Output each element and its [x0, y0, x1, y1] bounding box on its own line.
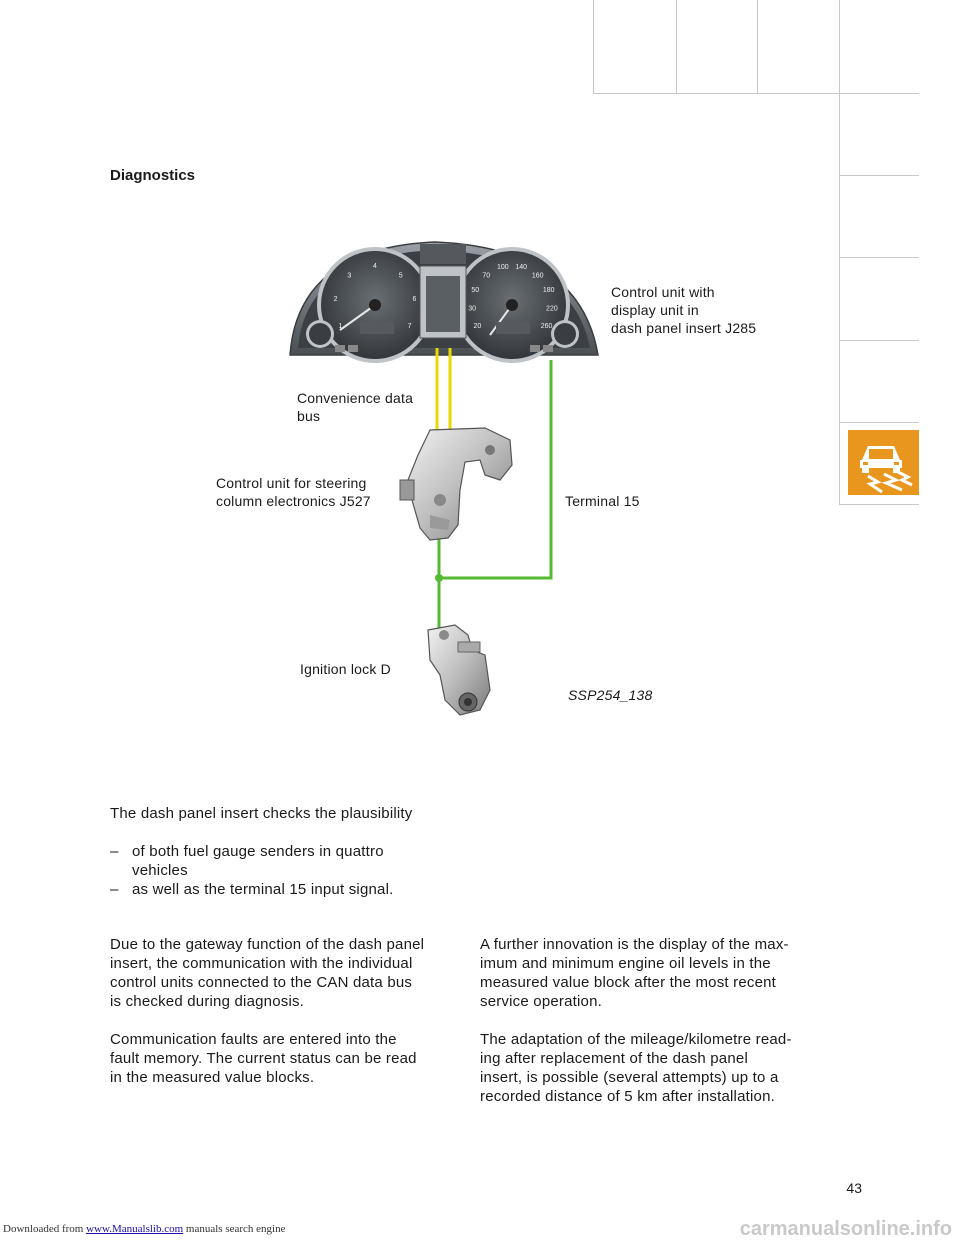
paragraph: The adaptation of the mileage/kilometre read- ing after replacement of the dash panel insert, is possible (several attempts) up to a recorded distance of 5 km after installation. [480, 1031, 792, 1105]
label-ignition-lock: Ignition lock D [300, 661, 391, 677]
dial-tick-label: 4 [373, 263, 377, 270]
left-column [110, 935, 475, 1106]
steering-column-unit-j527 [400, 428, 512, 540]
bullet-item: – of both fuel gauge senders in quattro vehicles [110, 843, 384, 879]
paragraph: Communication faults are entered into the fault memory. The current status can be read in the measured value blocks. [110, 1031, 417, 1086]
wire-junction [435, 574, 443, 582]
manualslib-link[interactable]: www.Manualslib.com [86, 1223, 184, 1235]
grid-hline-6 [839, 504, 919, 505]
label-terminal-15: Terminal 15 [565, 493, 640, 509]
intro-block [110, 804, 480, 899]
dial-tick-label: 7 [407, 323, 412, 330]
bullet-item: – as well as the terminal 15 input signal. [110, 881, 394, 898]
grid-vline-1 [593, 0, 594, 93]
label-convenience-bus: Convenience data bus [297, 390, 414, 424]
grid-vline-3 [757, 0, 758, 93]
dial-tick-label: 260 [540, 323, 553, 330]
grid-vline-4 [839, 0, 840, 505]
right-column [480, 935, 850, 1125]
dial-tick-label: 70 [482, 272, 491, 280]
dial-tick-label: 1 [338, 323, 343, 330]
intro-lead: The dash panel insert checks the plausibility [110, 805, 413, 822]
dial-tick-label: 5 [398, 272, 403, 280]
dash-panel-insert-j285 [290, 242, 598, 363]
watermark: carmanualsonline.info [739, 1218, 952, 1240]
figure-code: SSP254_138 [568, 687, 653, 703]
page-heading: Diagnostics [110, 167, 196, 184]
page-number: 43 [846, 1180, 862, 1196]
paragraph: A further innovation is the display of the max- imum and minimum engine oil levels in the measured value block after the most recent service operation. [480, 936, 789, 1010]
dial-tick-label: 140 [515, 264, 528, 272]
dial-tick-label: 2 [333, 296, 338, 304]
label-dash-unit: Control unit with display unit in dash panel insert J285 [611, 284, 757, 336]
grid-hline-4 [839, 340, 919, 341]
download-footer: Downloaded from www.Manualslib.com manuals search engine [3, 1223, 286, 1235]
dial-tick-label: 20 [473, 323, 482, 330]
dial-tick-label: 220 [546, 305, 558, 313]
section-tab-icon [848, 430, 919, 495]
dial-tick-label: 6 [412, 296, 417, 304]
grid-hline-3 [839, 257, 919, 258]
dial-tick-label: 30 [468, 305, 476, 313]
dial-tick-label: 160 [531, 272, 544, 280]
label-steering-unit: Control unit for steering column electronics J527 [216, 475, 371, 509]
dial-tick-label: 180 [542, 287, 555, 295]
ignition-lock-d [428, 625, 490, 715]
dial-tick-label: 3 [347, 272, 352, 280]
grid-hline-2 [839, 175, 919, 176]
tachometer [317, 247, 433, 363]
grid-vline-2 [676, 0, 677, 93]
car-skid-icon [848, 430, 919, 495]
grid-hline-5 [839, 422, 919, 423]
paragraph: Due to the gateway function of the dash panel insert, the communication with the individual control units connected to the CAN data bus is checked during diagnosis. [110, 936, 425, 1010]
dial-tick-label: 50 [471, 287, 480, 295]
grid-hline-top [593, 93, 919, 94]
dial-tick-label: 100 [496, 264, 509, 272]
